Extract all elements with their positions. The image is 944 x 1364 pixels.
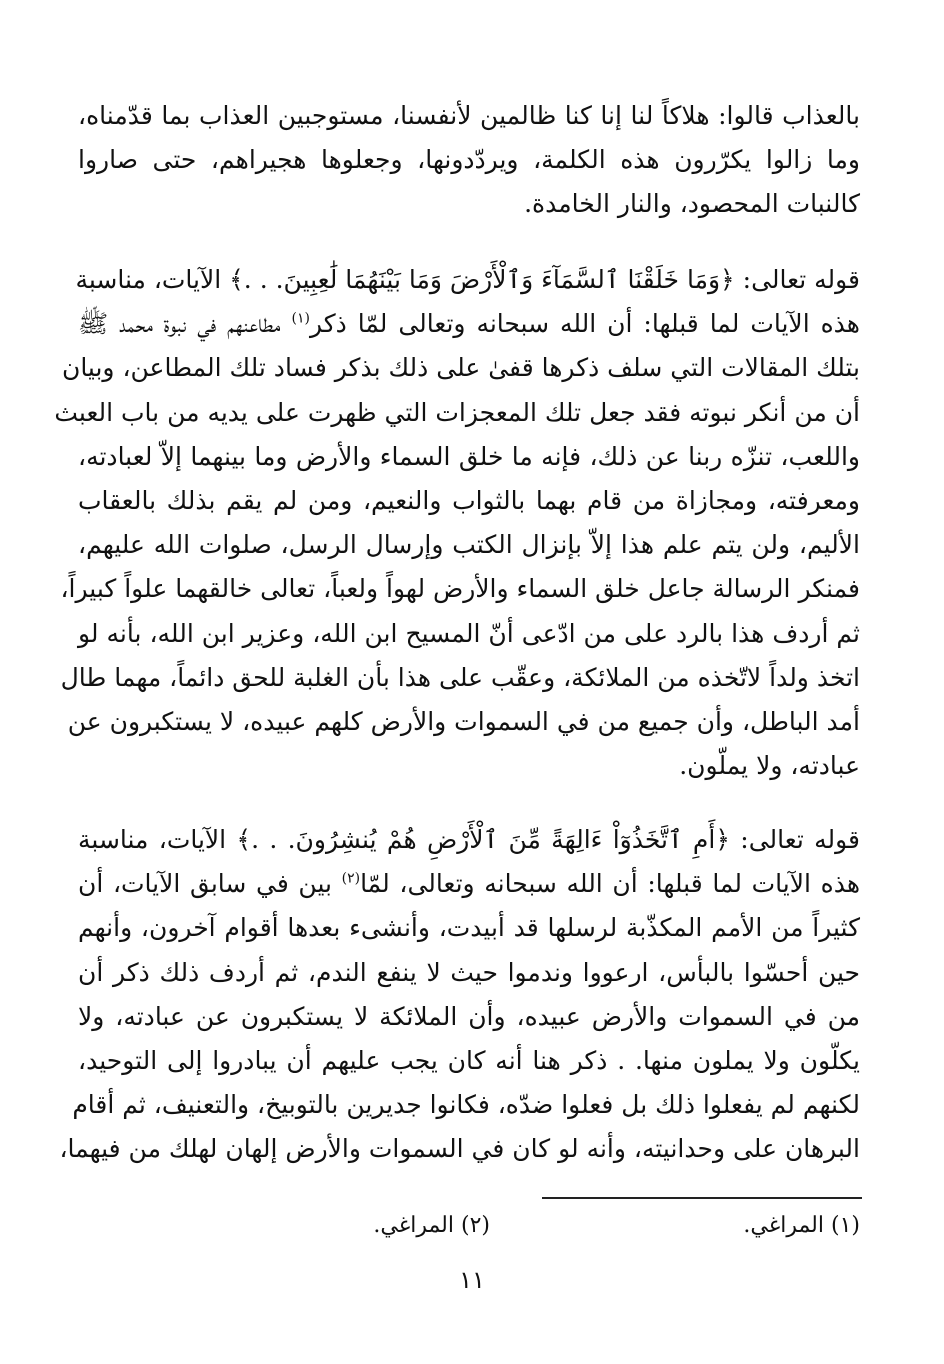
text-line: وما زالوا يكرّرون هذه الكلمة، ويردّدونها، وجعلوها هجيراهم، حتى صاروا	[78, 145, 860, 175]
text-line: كالنبات المحصود، والنار الخامدة.	[524, 189, 860, 219]
text-line-with-footnote	[78, 302, 860, 346]
footnote-ref-1[interactable]: (١)	[291, 310, 310, 327]
text-line: أمد الباطل، وأن جميع من في السموات والأرض كلهم عبيده، لا يستكبرون عن	[67, 707, 860, 737]
text-line: اتخذ ولداً لاتّخذه من الملائكة، وعقّب على هذا بأن الغلبة للحق دائماً، مهما طال	[60, 662, 860, 692]
verse-intro: قوله تعالى: ﴿	[715, 825, 860, 854]
paragraph-1	[78, 94, 860, 227]
text-line: بتلك المقالات التي سلف ذكرها قفىٰ على ذلك بذكر فساد تلك المطاعن، وبيان	[61, 353, 860, 383]
text-line: يكلّون ولا يملون منها. . ذكر هنا أنه كان يجب عليهم أن يبادروا إلى التوحيد،	[78, 1046, 860, 1076]
text-line-with-verse	[75, 258, 860, 302]
text-segment: هذه الآيات لما قبلها: أن الله سبحانه وتعالى، لمّا	[360, 869, 860, 899]
text-line: أن من أنكر نبوته فقد جعل تلك المعجزات التي ظهرت على يديه من باب العبث	[54, 397, 860, 427]
text-line: البرهان على وحدانيته، وأنه لو كان في السموات والأرض إلهان لهلك من فيهما،	[59, 1134, 860, 1164]
footnote-1: (١) المراغي.	[743, 1213, 860, 1238]
text-line: ومعرفته، ومجازاة من قام بهما بالثواب والنعيم، ومن لم يقم بذلك بالعقاب	[78, 486, 860, 516]
text-line: بالعذاب قالوا: هلاكاً لنا إنا كنا ظالمين لأنفسنا، مستوجبين العذاب بما قدّمناه،	[78, 101, 860, 130]
text-line: فمنكر الرسالة جاعل خلق السماء والأرض لهواً ولعباً، تعالى خالقهما علواً كبيراً،	[60, 574, 860, 604]
text-line: من في السموات والأرض عبيده، وأن الملائكة لا يستكبرون عن عبادته، ولا	[78, 1001, 860, 1031]
verse-tail: . . .﴾ الآيات، مناسبة	[75, 265, 284, 294]
quran-verse: وَمَا خَلَقْنَا ٱلسَّمَآءَ وَٱلْأَرْضَ وَمَا بَيْنَهُمَا لَٰعِبِينَ	[283, 265, 721, 294]
verse-tail: . . .﴾ الآيات، مناسبة	[78, 825, 296, 854]
text-line-with-footnote	[78, 862, 860, 906]
text-line: عبادته، ولا يملّون.	[679, 751, 860, 781]
quran-verse: أَمِ ٱتَّخَذُوٓاْ ءَالِهَةً مِّنَ ٱلْأَرْضِ هُمْ يُنشِرُونَ	[295, 825, 716, 854]
text-line: حين أحسّوا بالبأس، ارعووا وندموا حيث لا ينفع الندم، ثم أردف ذلك ذكر أن	[78, 957, 860, 987]
text-segment: هذه الآيات لما قبلها: أن الله سبحانه وتعالى لمّا ذكر	[309, 309, 860, 339]
text-segment: مطاعنهم في نبوة محمد ﷺ	[78, 309, 292, 339]
paragraph-2	[54, 258, 860, 788]
verse-intro: قوله تعالى: ﴿	[720, 265, 860, 294]
text-line: واللعب، تنزّه ربنا عن ذلك، فإنه ما خلق السماء والأرض وما بينهما إلاّ لعبادته،	[78, 441, 860, 471]
footnote-2: (٢) المراغي.	[373, 1213, 490, 1238]
text-segment: بين في سابق الآيات، أن	[78, 869, 342, 899]
footnote-separator	[542, 1197, 862, 1199]
page-number: ١١	[459, 1266, 485, 1294]
text-line: الأليم، ولن يتم علم هذا إلاّ بإنزال الكتب وإرسال الرسل، صلوات الله عليهم،	[78, 530, 860, 560]
paragraph-3	[59, 818, 860, 1172]
footnote-ref-2[interactable]: (٢)	[341, 870, 361, 887]
text-line: لكنهم لم يفعلوا ذلك بل فعلوا ضدّه، فكانوا جديرين بالتوبيخ، والتعنيف، ثم أقام	[72, 1090, 860, 1120]
text-line: كثيراً من الأمم المكذّبة لرسلها قد أبيدت، وأنشىء بعدها أقوام آخرون، وأنهم	[78, 913, 860, 943]
text-line: ثم أردف هذا بالرد على من ادّعى أنّ المسيح ابن الله، وعزير ابن الله، بأنه لو	[78, 618, 860, 648]
text-line-with-verse	[78, 818, 860, 862]
